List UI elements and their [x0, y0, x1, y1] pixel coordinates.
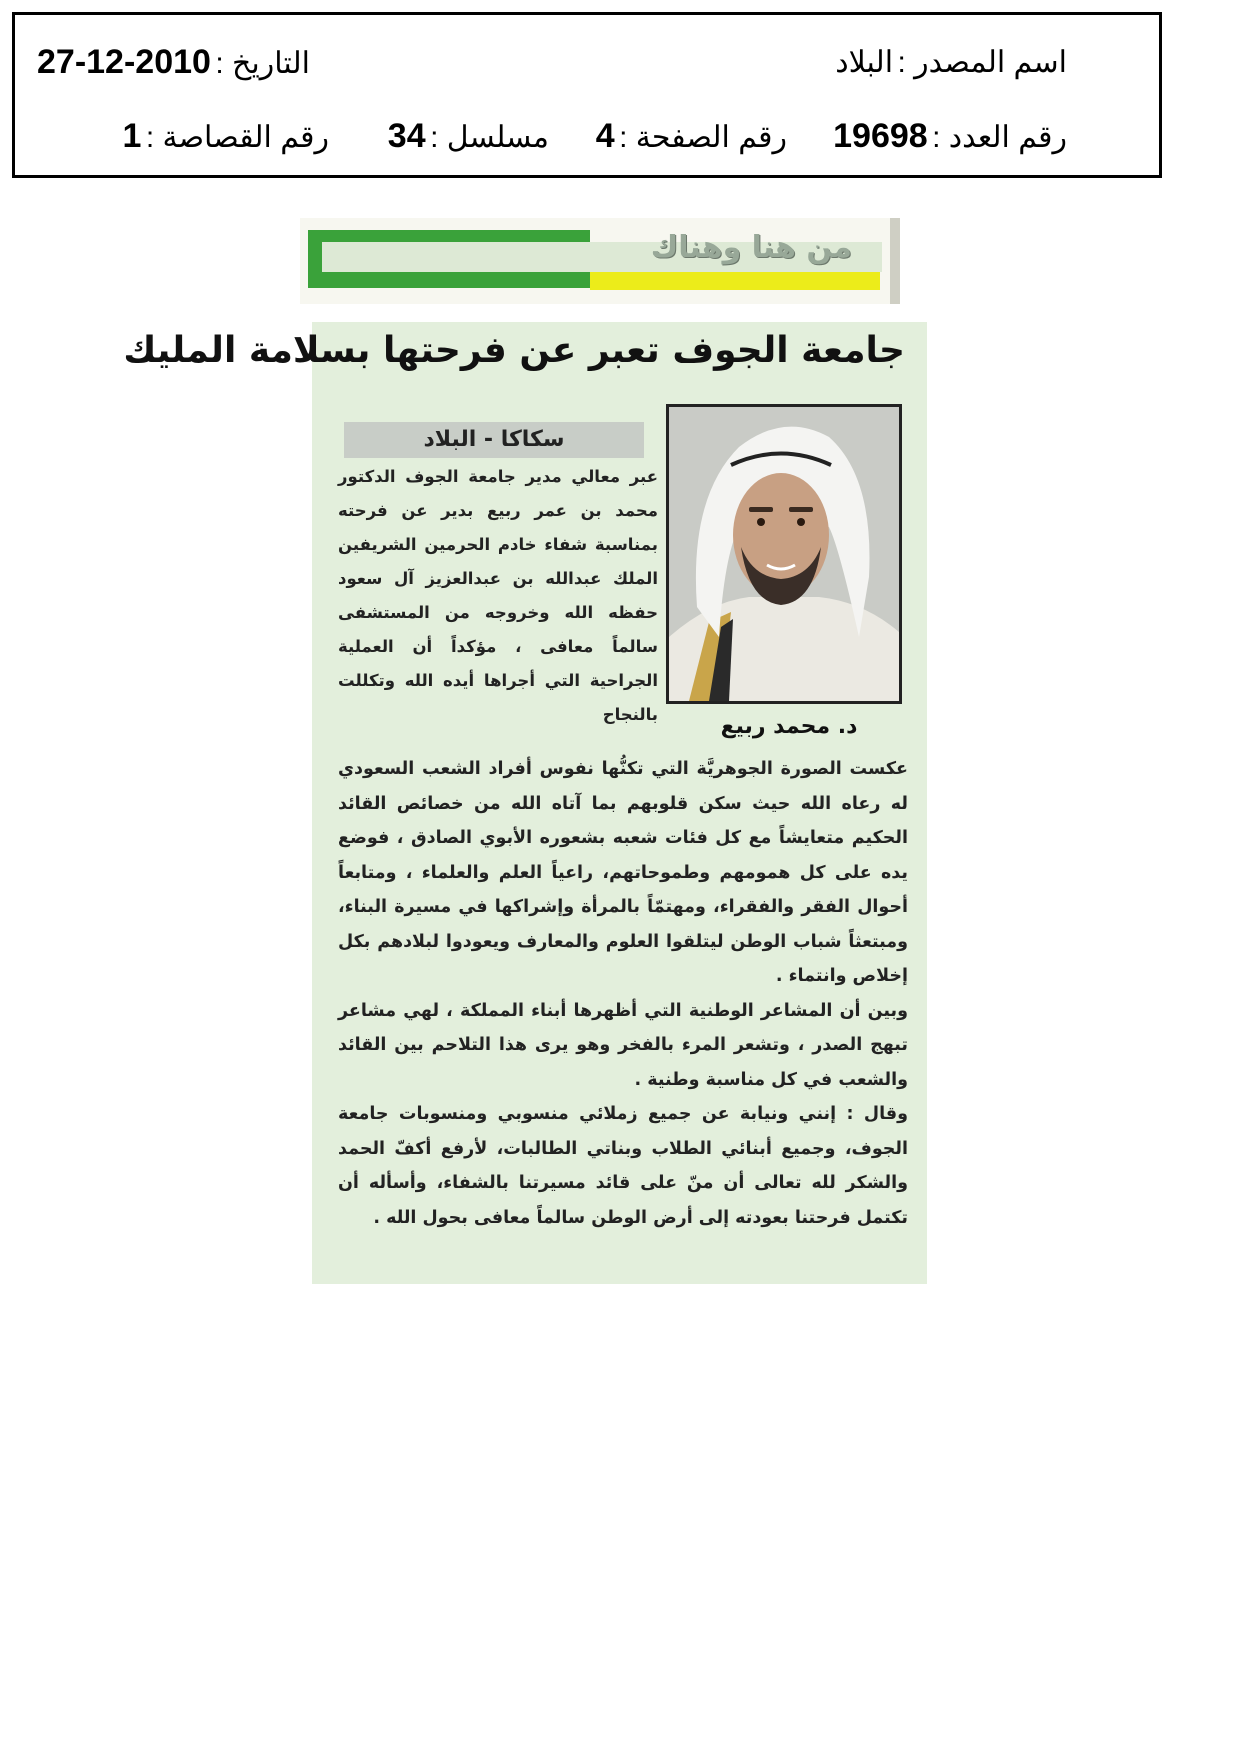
portrait-illustration — [669, 407, 899, 701]
article-clipping — [123, 322, 927, 1284]
source-label: اسم المصدر : — [897, 46, 1067, 79]
serial-label: مسلسل : — [430, 121, 549, 154]
section-banner — [300, 218, 900, 304]
article-body — [338, 752, 908, 1235]
clip-field — [122, 117, 329, 156]
clip-value: 1 — [122, 117, 142, 155]
issue-field — [833, 117, 1067, 156]
date-label: التاريخ : — [215, 47, 310, 80]
section-title: من هنا وهناك — [650, 230, 852, 265]
page-label: رقم الصفحة : — [619, 121, 787, 154]
article-intro-column — [338, 460, 658, 732]
page-value: 4 — [595, 117, 615, 155]
portrait-photo — [666, 404, 902, 704]
article-paragraph-2: وبين أن المشاعر الوطنية التي أظهرها أبناء المملكة ، لهي مشاعر تبهج الصدر ، وتشعر المرء بالفخر وهو يرى هذا التلاحم بين القائد والشعب في كل مناسبة وطنية . — [338, 1000, 908, 1090]
page-field — [596, 117, 787, 156]
article-intro: عبر معالي مدير جامعة الجوف الدكتور محمد بن عمر ربيع بدير عن فرحته بمناسبة شفاء خادم الحرمين الشريفين الملك عبدالله بن عبدالعزيز آل سعود حفظه الله وخروجه من المستشفى سالماً معافى ، مؤكداً أن العملية الجراحية التي أجراها أيده الله وتكللت بالنجاح — [338, 467, 658, 724]
date-field — [37, 43, 310, 82]
clip-label: رقم القصاصة : — [145, 121, 329, 154]
article-headline: جامعة الجوف تعبر عن فرحتها بسلامة المليك — [123, 330, 905, 371]
photo-caption: د. محمد ربيع — [720, 714, 858, 739]
source-value: البلاد — [835, 46, 894, 79]
clipping-metadata-box — [12, 12, 1162, 178]
article-dateline: سكاكا - البلاد — [344, 422, 644, 458]
issue-value: 19698 — [833, 117, 928, 155]
banner-edge — [890, 218, 900, 304]
article-paragraph-3: وقال : إنني ونيابة عن جميع زملائي منسوبي ومنسوبات جامعة الجوف، وجميع أبنائي الطلاب وبناتي الطالبات، لأرفع أكفّ الحمد والشكر لله تعالى أن منّ على قائد مسيرتنا بالشفاء، وأسأله أن تكتمل فرحتنا بعودته إلى أرض الوطن سالماً معافى بحول الله . — [338, 1104, 908, 1228]
serial-value: 34 — [387, 117, 426, 155]
date-value: 27-12-2010 — [37, 43, 211, 81]
issue-label: رقم العدد : — [932, 121, 1067, 154]
article-paragraph-1: عكست الصورة الجوهريَّة التي تكنُّها نفوس أفراد الشعب السعودي له رعاه الله حيث سكن قلوبهم بما آتاه الله من خصائص القائد الحكيم متعايشاً مع كل فئات شعبه بشعوره الأبوي الصادق ، فوضع يده على كل همومهم وطموحاتهم، راعياً العلم والعلماء ، ومتابعاً أحوال الفقر والفقراء، ومهتمّاً بالمرأة وإشراكها في مسيرة البناء، ومبتعثاً شباب الوطن ليتلقوا العلوم والمعارف ويعودوا لبلادهم بكل إخلاص وانتماء . — [338, 759, 908, 986]
serial-field — [388, 117, 549, 156]
source-field — [835, 45, 1067, 80]
